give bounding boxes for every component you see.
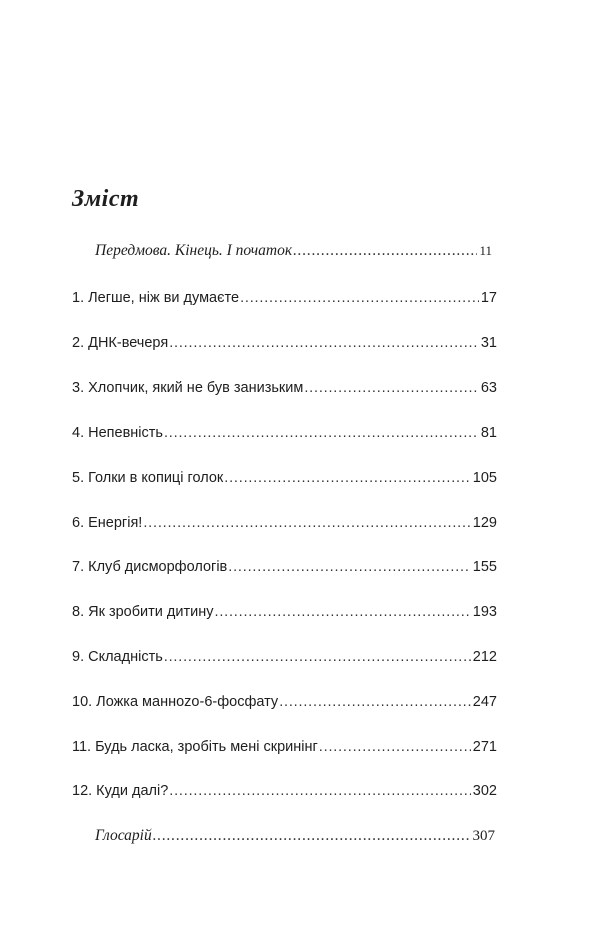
toc-entry-chapter-10[interactable] (72, 692, 497, 712)
toc-entry-title: 11. Будь ласка, зробіть мені скринінг (72, 739, 318, 755)
toc-entry-page: 271 (472, 739, 497, 755)
dot-leader (214, 602, 470, 622)
dot-leader (164, 647, 471, 667)
toc-entry-chapter-6[interactable] (72, 513, 497, 533)
toc-entry-page: 212 (472, 649, 497, 665)
toc-entry-title: Глосарій (95, 827, 152, 844)
toc-entry-preface[interactable] (95, 241, 492, 261)
contents-heading: Зміст (72, 186, 140, 212)
dot-leader (293, 241, 477, 261)
toc-entry-title: 6. Енергія! (72, 515, 143, 531)
toc-entry-title: 1. Легше, ніж ви думаєте (72, 290, 240, 306)
toc-entry-page: 247 (472, 694, 497, 710)
toc-entry-title: 2. ДНК-вечеря (72, 335, 169, 351)
toc-entry-page: 302 (472, 783, 497, 799)
toc-entry-title: 9. Складність (72, 649, 163, 665)
toc-entry-chapter-9[interactable] (72, 647, 497, 667)
toc-entry-page: 307 (472, 828, 495, 844)
toc-entry-title: Передмова. Кінець. І початок (95, 242, 293, 259)
toc-entry-page: 155 (472, 559, 497, 575)
toc-entry-chapter-3[interactable] (72, 378, 497, 398)
toc-entry-chapter-11[interactable] (72, 737, 497, 757)
toc-entry-chapter-7[interactable] (72, 557, 497, 577)
toc-entry-title: 3. Хлопчик, який не був занизьким (72, 380, 304, 396)
dot-leader (224, 468, 471, 488)
dot-leader (143, 513, 470, 533)
toc-entry-chapter-1[interactable] (72, 288, 497, 308)
dot-leader (228, 557, 471, 577)
toc-entry-page: 105 (472, 470, 497, 486)
toc-entry-title: 7. Клуб дисморфологів (72, 559, 228, 575)
toc-entry-page: 17 (480, 290, 497, 306)
toc-entry-page: 129 (472, 515, 497, 531)
toc-entry-glossary[interactable] (95, 826, 495, 846)
dot-leader (304, 378, 479, 398)
dot-leader (153, 826, 471, 846)
dot-leader (169, 333, 479, 353)
toc-entry-page: 11 (479, 243, 492, 258)
toc-entry-chapter-5[interactable] (72, 468, 497, 488)
dot-leader (279, 692, 471, 712)
dot-leader (319, 737, 471, 757)
toc-entry-title: 5. Голки в копиці голок (72, 470, 224, 486)
toc-entry-page: 193 (472, 604, 497, 620)
toc-entry-title: 8. Як зробити дитину (72, 604, 214, 620)
toc-entry-chapter-2[interactable] (72, 333, 497, 353)
toc-entry-page: 31 (480, 335, 497, 351)
toc-entry-chapter-4[interactable] (72, 423, 497, 443)
dot-leader (240, 288, 479, 308)
toc-entry-title: 10. Ложка манноzo-6-фосфату (72, 694, 279, 710)
toc-entry-chapter-12[interactable] (72, 781, 497, 801)
dot-leader (169, 781, 471, 801)
toc-entry-title: 4. Непевність (72, 425, 163, 441)
toc-entry-page: 63 (480, 380, 497, 396)
toc-entry-title: 12. Куди далі? (72, 783, 169, 799)
toc-entry-chapter-8[interactable] (72, 602, 497, 622)
toc-entry-page: 81 (480, 425, 497, 441)
dot-leader (164, 423, 479, 443)
